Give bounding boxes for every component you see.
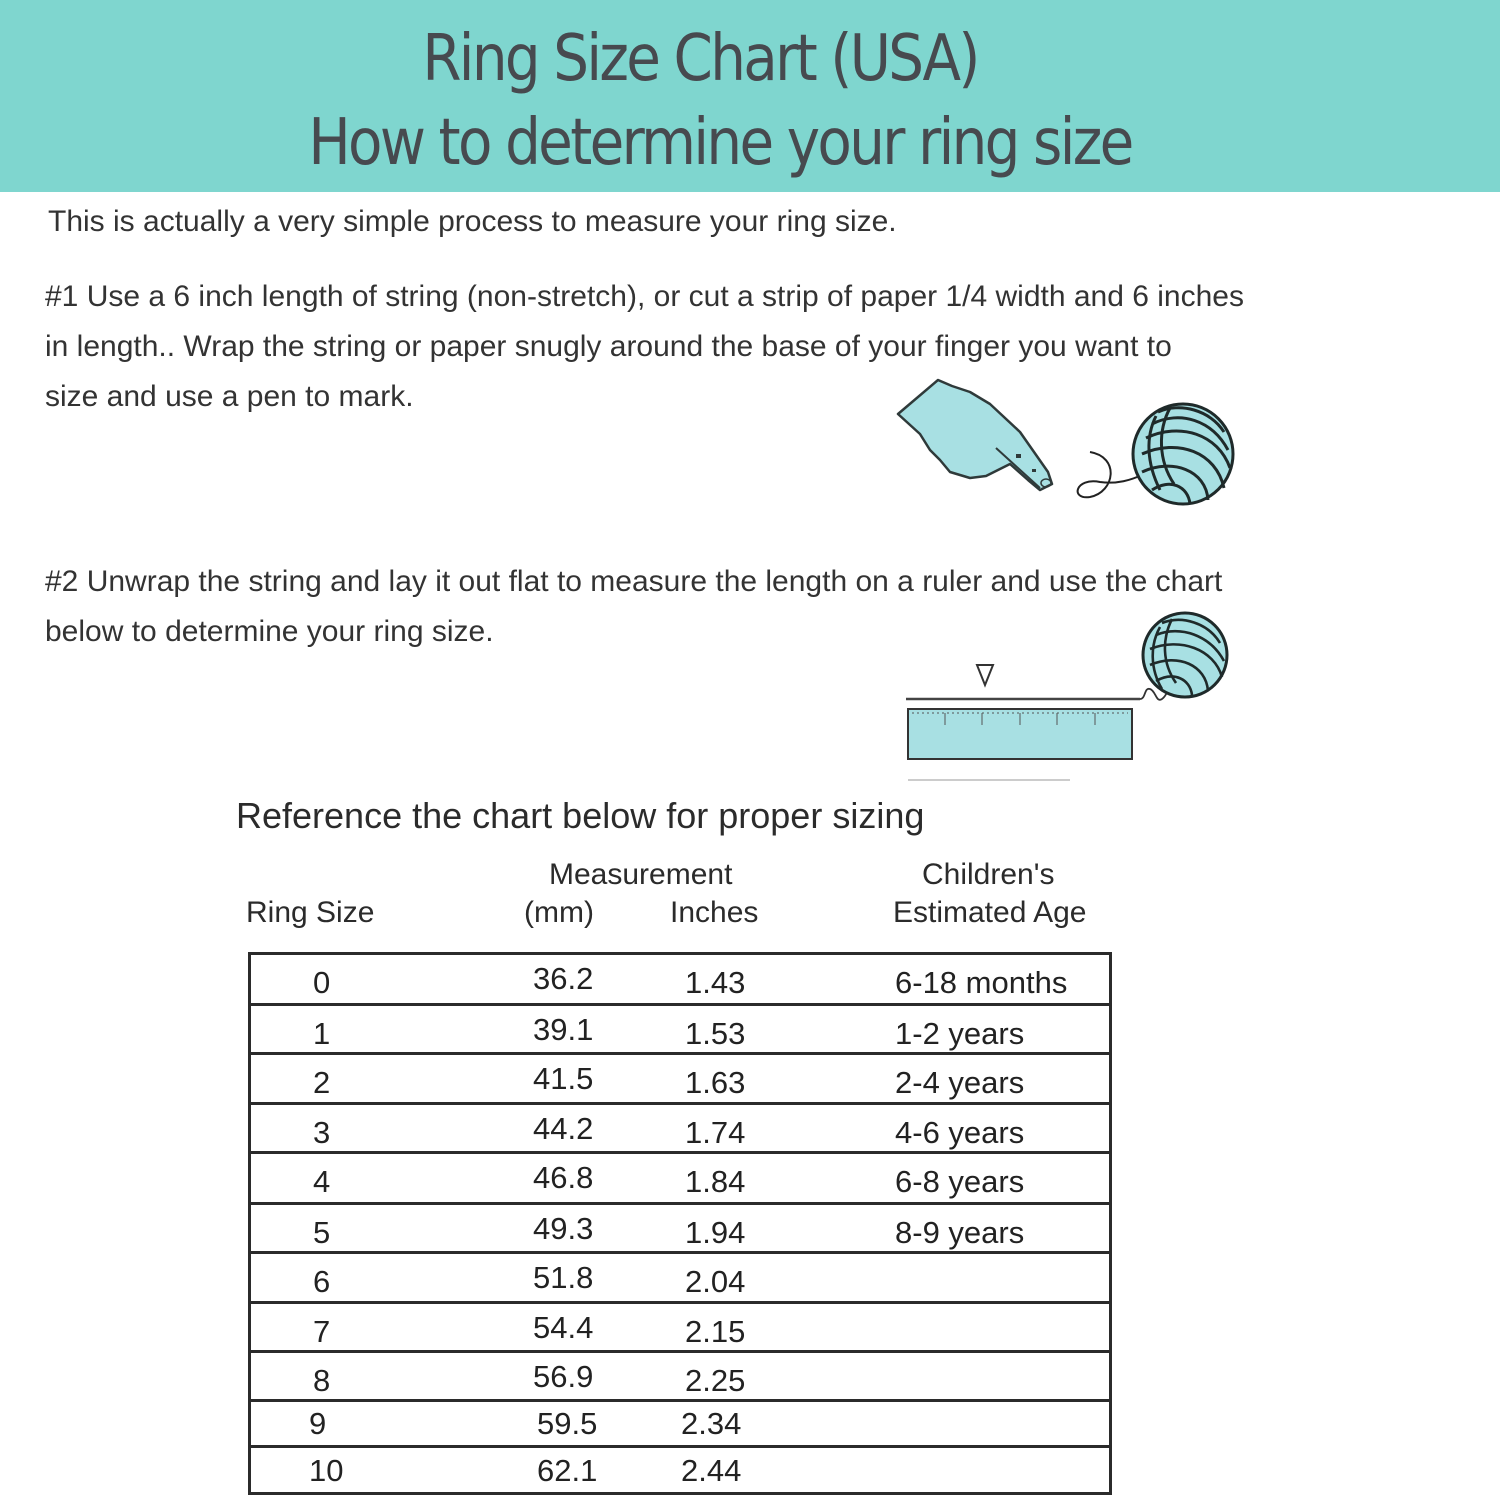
table-row bbox=[251, 955, 1109, 1006]
reference-heading: Reference the chart below for proper sizing bbox=[236, 795, 925, 836]
table-row bbox=[251, 1254, 1109, 1304]
cell-age: 6-18 months bbox=[895, 965, 1068, 1000]
cell-inches: 2.34 bbox=[681, 1406, 742, 1441]
column-header-mm: (mm) bbox=[524, 896, 594, 929]
step-2-line: below to determine your ring size. bbox=[45, 615, 494, 648]
cell-mm: 56.9 bbox=[533, 1359, 594, 1394]
cell-inches: 1.74 bbox=[685, 1115, 746, 1150]
ring-size-table bbox=[248, 952, 1112, 1495]
table-row bbox=[251, 1105, 1109, 1154]
cell-size: 0 bbox=[313, 965, 331, 1000]
cell-size: 9 bbox=[309, 1406, 327, 1441]
cell-age: 8-9 years bbox=[895, 1215, 1025, 1250]
table-row bbox=[251, 1205, 1109, 1254]
cell-inches: 2.25 bbox=[685, 1363, 746, 1398]
cell-inches: 1.84 bbox=[685, 1164, 746, 1199]
cell-size: 8 bbox=[313, 1363, 331, 1398]
step-1-line: #1 Use a 6 inch length of string (non-stretch), or cut a strip of paper 1/4 width and 6 inches bbox=[45, 280, 1244, 313]
cell-size: 5 bbox=[313, 1215, 331, 1250]
column-header-measurement: Measurement bbox=[549, 858, 733, 891]
column-header-age-line2: Estimated Age bbox=[893, 896, 1087, 929]
cell-mm: 49.3 bbox=[533, 1211, 594, 1246]
page-subtitle: How to determine your ring size bbox=[308, 106, 1132, 180]
table-row bbox=[251, 1353, 1109, 1402]
cell-size: 4 bbox=[313, 1164, 331, 1199]
column-header-inches: Inches bbox=[670, 896, 759, 929]
page-title: Ring Size Chart (USA) bbox=[422, 22, 978, 96]
hand-and-yarn-illustration-icon bbox=[890, 372, 1250, 517]
cell-inches: 2.44 bbox=[681, 1453, 742, 1488]
cell-mm: 39.1 bbox=[533, 1012, 594, 1047]
step-1-text bbox=[45, 272, 1495, 422]
cell-inches: 1.53 bbox=[685, 1016, 746, 1051]
cell-mm: 62.1 bbox=[537, 1453, 598, 1488]
column-header-age-line1: Children's bbox=[922, 858, 1055, 891]
cell-size: 10 bbox=[309, 1453, 344, 1488]
cell-mm: 51.8 bbox=[533, 1260, 594, 1295]
cell-size: 2 bbox=[313, 1065, 331, 1100]
table-row bbox=[251, 1304, 1109, 1353]
table-row bbox=[251, 1006, 1109, 1055]
cell-age: 1-2 years bbox=[895, 1016, 1025, 1051]
column-header-ring-size: Ring Size bbox=[246, 896, 375, 929]
table-row bbox=[251, 1154, 1109, 1205]
cell-mm: 44.2 bbox=[533, 1111, 594, 1146]
cell-inches: 1.43 bbox=[685, 965, 746, 1000]
step-1-line: size and use a pen to mark. bbox=[45, 380, 414, 413]
cell-size: 3 bbox=[313, 1115, 331, 1150]
intro-text: This is actually a very simple process to measure your ring size. bbox=[48, 205, 897, 238]
cell-size: 1 bbox=[313, 1016, 331, 1051]
cell-size: 7 bbox=[313, 1314, 331, 1349]
cell-age: 4-6 years bbox=[895, 1115, 1025, 1150]
table-row bbox=[251, 1402, 1109, 1448]
table-row bbox=[251, 1055, 1109, 1105]
cell-inches: 1.63 bbox=[685, 1065, 746, 1100]
cell-size: 6 bbox=[313, 1264, 331, 1299]
cell-mm: 41.5 bbox=[533, 1061, 594, 1096]
ruler-and-yarn-illustration-icon bbox=[900, 605, 1240, 790]
cell-inches: 2.04 bbox=[685, 1264, 746, 1299]
cell-mm: 54.4 bbox=[533, 1310, 594, 1345]
cell-inches: 2.15 bbox=[685, 1314, 746, 1349]
header-banner bbox=[0, 0, 1500, 192]
step-2-text bbox=[45, 557, 1495, 657]
cell-mm: 59.5 bbox=[537, 1406, 598, 1441]
step-2-line: #2 Unwrap the string and lay it out flat to measure the length on a ruler and use the chart bbox=[45, 565, 1223, 598]
cell-mm: 36.2 bbox=[533, 961, 594, 996]
cell-age: 6-8 years bbox=[895, 1164, 1025, 1199]
table-row bbox=[251, 1448, 1109, 1495]
step-1-line: in length.. Wrap the string or paper snugly around the base of your finger you want to bbox=[45, 330, 1172, 363]
cell-age: 2-4 years bbox=[895, 1065, 1025, 1100]
cell-inches: 1.94 bbox=[685, 1215, 746, 1250]
cell-mm: 46.8 bbox=[533, 1160, 594, 1195]
